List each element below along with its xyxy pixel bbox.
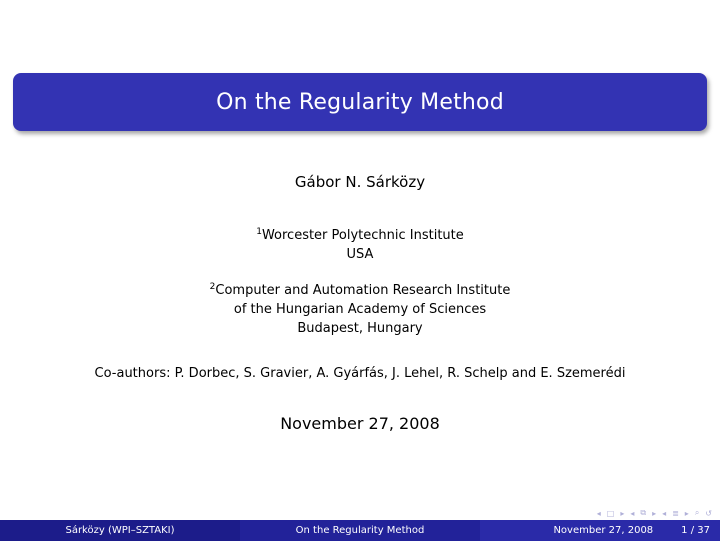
- nav-section-right-icon[interactable]: ▸: [684, 508, 689, 518]
- affiliation-1-line-1: Worcester Polytechnic Institute: [261, 228, 464, 243]
- affiliation-2-line-3: Budapest, Hungary: [297, 321, 423, 336]
- affiliation-1-line-2: USA: [346, 247, 374, 262]
- slide-title: On the Regularity Method: [216, 89, 504, 115]
- footer-title: On the Regularity Method: [240, 520, 480, 541]
- nav-back-icon[interactable]: ↺: [705, 508, 712, 518]
- navigation-bar: [462, 507, 712, 519]
- nav-section-left-icon[interactable]: ◂: [662, 508, 667, 518]
- author-name: Gábor N. Sárközy: [294, 173, 426, 191]
- affiliation-2-mark: 2: [209, 282, 216, 292]
- coauthors: Co-authors: P. Dorbec, S. Gravier, A. Gyárfás, J. Lehel, R. Schelp and E. Szemerédi: [94, 366, 626, 381]
- affiliation-2-line-2: of the Hungarian Academy of Sciences: [233, 302, 487, 317]
- footer-author: Sárközy (WPI–SZTAKI): [0, 520, 240, 541]
- title-box: [13, 73, 707, 131]
- nav-frame-left-icon[interactable]: ◂: [596, 508, 601, 518]
- nav-frame-right-icon[interactable]: ▸: [620, 508, 625, 518]
- presentation-date: November 27, 2008: [280, 414, 440, 433]
- nav-subsection-icon[interactable]: ⧉: [640, 508, 647, 517]
- affiliation-1: [0, 226, 720, 264]
- affiliation-2-line-1: Computer and Automation Research Institute: [215, 283, 511, 298]
- nav-section-icon[interactable]: ≣: [672, 508, 679, 518]
- nav-subsection-right-icon[interactable]: ▸: [652, 508, 657, 518]
- affiliation-2: [0, 281, 720, 338]
- nav-subsection-left-icon[interactable]: ◂: [630, 508, 635, 518]
- footer-date: November 27, 2008: [553, 525, 654, 536]
- nav-frame-icon[interactable]: □: [606, 508, 615, 518]
- nav-search-icon[interactable]: ⌕: [694, 508, 700, 517]
- footer-page-number: 1 / 37: [681, 525, 710, 536]
- footer-right: [480, 520, 720, 541]
- affiliation-1-mark: 1: [256, 227, 262, 237]
- footer: [0, 520, 720, 541]
